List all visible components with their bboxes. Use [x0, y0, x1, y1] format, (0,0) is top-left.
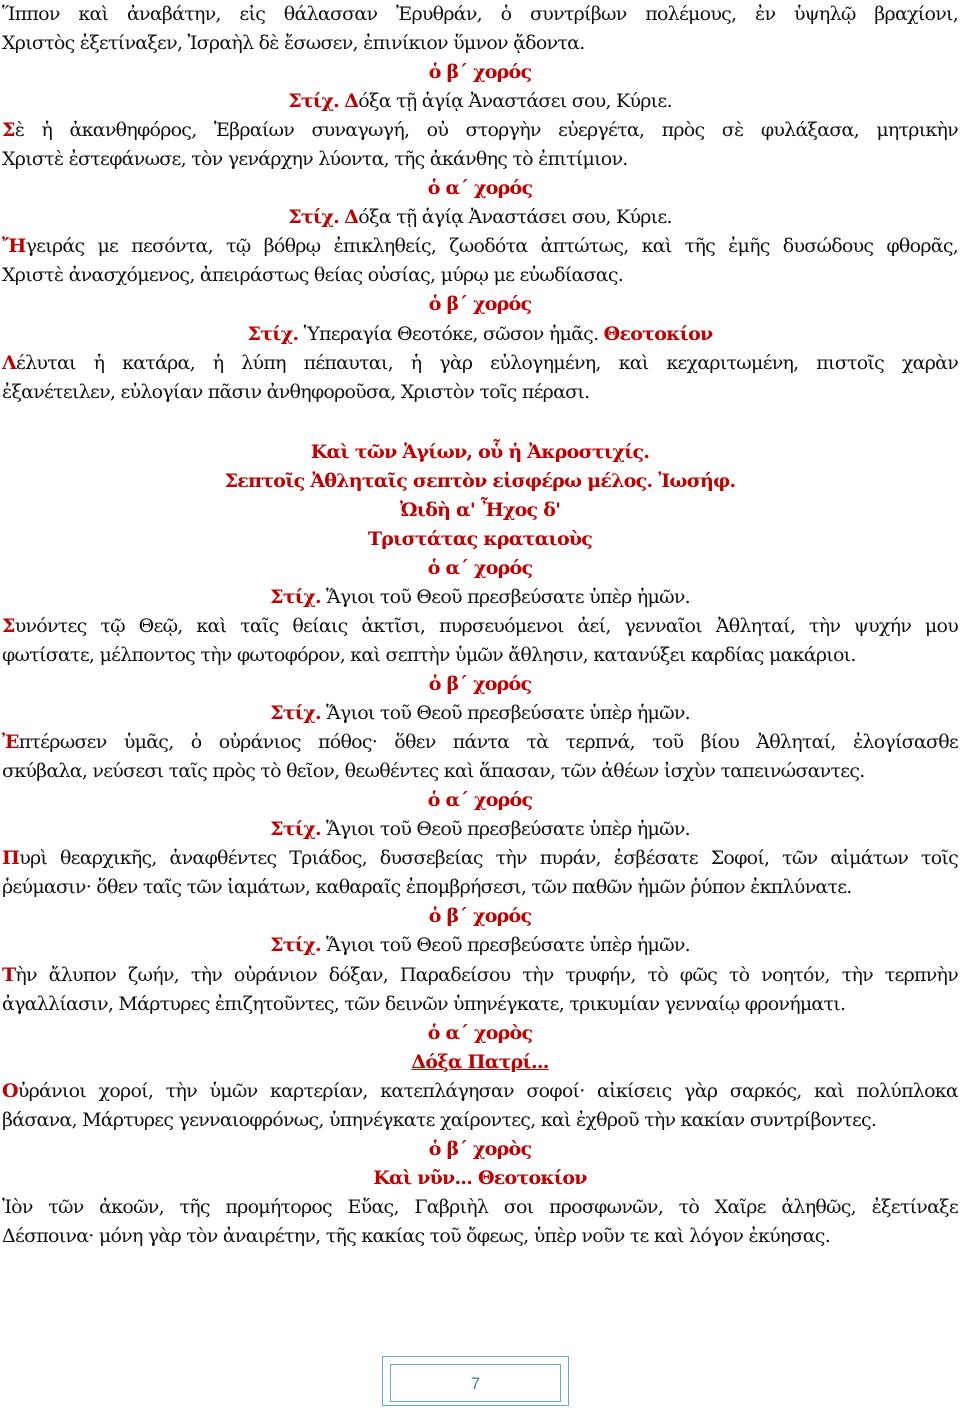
text-line: Ἵππον καὶ ἀναβάτην, εἰς θάλασσαν Ἐρυθράν, ὁ συντρίβων πολέμους, ἐν ὑψηλῷ βραχίονι, [2, 3, 958, 25]
stichos-label: Στίχ. [270, 702, 321, 725]
text-line: ἀγαλλίασιν, Μάρτυρες ἐπιζητοῦντες, τῶν δεινῶν ὑπηνέγκατε, τρικυμίαν γενναίῳ φρονήματι. [2, 992, 846, 1015]
stichos-text: Ἅγιοι τοῦ Θεοῦ πρεσβεύσατε ὑπὲρ ἡμῶν. [326, 585, 690, 608]
stichos-label: Στίχ. [288, 206, 339, 229]
heirmos-heading: Τριστάτας κραταιοὺς [367, 527, 593, 550]
canon-heading: Καὶ τῶν Ἁγίων, οὗ ἡ Ἀκροστιχίς. [310, 440, 650, 463]
choir-heading: ὁ α΄ χορός [427, 789, 533, 812]
text-line: Δέσποινα· μόνη γὰρ τὸν ἀναιρέτην, τῆς κακίας τοῦ ὄφεως, ὑπὲρ νοῦν τε καὶ λόγον ἐκύησας. [2, 1224, 830, 1247]
stichos-label: Στίχ. [270, 934, 321, 957]
ode-heading: Ὠιδὴ α' Ἦχος δ' [399, 498, 561, 521]
text-line: φωτίσατε, μέλποντος τὴν φωτοφόρον, καὶ σεπτὴν ὑμῶν ἄθλησιν, κατανύξει καρδίας μακάριοι. [2, 643, 856, 666]
stichos-initial: Δ [344, 206, 359, 229]
text-line: Τὴν ἄλυπον ζωήν, τὴν οὐράνιον δόξαν, Παραδείσου τὴν τρυφήν, τὸ φῶς τὸ νοητόν, τὴν τερπνὴν [2, 963, 958, 986]
stichos [2, 87, 958, 116]
stichos-text: Ἅγιοι τοῦ Θεοῦ πρεσβεύσατε ὑπὲρ ἡμῶν. [326, 934, 690, 957]
text-line: ῥεύμασιν· ὅθεν ταῖς τῶν ἰαμάτων, καθαραῖς ἐπομβρήσεσι, τῶν παθῶν ἡμῶν ῥύπον ἐκπλύνατε. [2, 876, 852, 899]
stichos-label: Στίχ. [288, 90, 339, 113]
text-line: Πυρὶ θεαρχικῆς, ἀναφθέντες Τριάδος, δυσσεβείας τὴν πυράν, ἐσβέσατε Σοφοί, τῶν αἱμάτων τοῖς [2, 847, 958, 870]
text-line: Ἤγειράς με πεσόντα, τῷ βόθρῳ ἐπικληθείς, ζωοδότα ἀπτώτως, καὶ τῆς ἐμῆς δυσώδους φθορᾶς, [2, 235, 958, 258]
text-line: ἐξανέτειλεν, εὐλογίαν πᾶσιν ἀνθηφοροῦσα, Χριστὸν τοῖς πέρασι. [2, 380, 590, 403]
choir-heading: ὁ β΄ χορός [428, 673, 532, 696]
text-line: Οὐράνιοι χοροί, τὴν ὑμῶν καρτερίαν, κατεπλάγησαν σοφοί· αἰκίσεις γὰρ σαρκός, καὶ πολύπλοκα [2, 1079, 958, 1102]
stichos [2, 320, 958, 349]
stichos-label: Στίχ. [270, 818, 321, 841]
stichos [2, 699, 958, 728]
stichos-label: Στίχ. [247, 322, 299, 345]
choir-heading: ὁ β΄ χορὸς [428, 1137, 532, 1160]
page-number-frame [382, 1356, 569, 1406]
text-line: Λέλυται ἡ κατάρα, ἡ λύπη πέπαυται, ἡ γὰρ εὐλογημένη, καὶ κεχαριτωμένη, πιστοῖς χαρὰν [2, 351, 958, 374]
text-line: σκύβαλα, νεύσεσι ταῖς πρὸς τὸ θεῖον, θεωθέντες καὶ ἅπασαν, τῶν ἀθέων ἰσχὺν ταπεινώσαντες. [2, 760, 865, 783]
drop-initial: Ἤ [2, 235, 26, 258]
text-line: Χριστὸς ἐξετίναξεν, Ἰσραὴλ δὲ ἔσωσεν, ἐπινίκιον ὕμνον ᾄδοντα. [2, 32, 585, 55]
text-line: βάσανα, Μάρτυρες γενναιοφρόνως, ὑπηνέγκατε χαίροντες, καὶ ἐχθροῦ τὴν κακίαν συντρίβοντες. [2, 1108, 877, 1131]
text-line: Χριστὲ ἀνασχόμενος, ἀπειράστως θείας οὐσίας, μύρῳ με εὐωδίασας. [2, 264, 624, 287]
kai-nyn-heading: Καὶ νῦν... Θεοτοκίον [373, 1166, 587, 1189]
acrostic-heading: Σεπτοῖς Ἀθληταῖς σεπτὸν εἰσφέρω μέλος. Ἰωσήφ. [224, 469, 736, 492]
text-line: Ἰὸν τῶν ἀκοῶν, τῆς προμήτορος Εὔας, Γαβριὴλ σοι προσφωνῶν, τὸ Χαῖρε ἀληθῶς, ἐξετίναξε [2, 1195, 958, 1218]
choir-heading: ὁ β΄ χορός [428, 293, 532, 316]
theotokion-label: Θεοτοκίον [603, 322, 713, 345]
stichos-text: Ὑπεραγία Θεοτόκε, σῶσον ἡμᾶς. [303, 322, 599, 345]
stichos-text: Ἅγιοι τοῦ Θεοῦ πρεσβεύσατε ὑπὲρ ἡμῶν. [326, 702, 690, 725]
drop-initial: Λ [2, 351, 16, 374]
stichos-text: Ἅγιοι τοῦ Θεοῦ πρεσβεύσατε ὑπὲρ ἡμῶν. [326, 818, 690, 841]
text-line: Χριστὲ ἐστεφάνωσε, τὸν γενάρχην λύοντα, τῆς ἀκάνθης τὸ ἐπιτίμιον. [2, 148, 628, 171]
text-line: Συνόντες τῷ Θεῷ, καὶ ταῖς θείαις ἀκτῖσι, πυρσευόμενοι ἀεί, γενναῖοι Ἀθληταί, τὴν ψυχήν μου [2, 614, 958, 637]
stichos [2, 203, 958, 232]
drop-initial: Ἐ [2, 731, 19, 754]
doxa-heading: Δόξα Πατρί... [411, 1050, 549, 1073]
drop-initial: Σ [2, 119, 15, 142]
choir-heading: ὁ α΄ χορός [427, 177, 533, 200]
text-line: Ἐπτέρωσεν ὑμᾶς, ὁ οὐράνιος πόθος· ὅθεν πάντα τὰ τερπνά, τοῦ βίου Ἀθληταί, ἐλογίσασθε [2, 731, 958, 754]
choir-heading: ὁ α΄ χορὸς [427, 1021, 533, 1044]
drop-initial: Τ [2, 963, 16, 986]
stichos-initial: Δ [344, 90, 359, 113]
stichos-label: Στίχ. [270, 585, 321, 608]
stichos [2, 931, 958, 960]
spacer [2, 407, 958, 438]
choir-heading: ὁ β΄ χορός [428, 61, 532, 84]
drop-initial: Π [2, 847, 20, 870]
stichos [2, 815, 958, 844]
drop-initial: Σ [2, 614, 15, 637]
stichos [2, 583, 958, 612]
page-number: 7 [470, 1374, 481, 1393]
stichos-text: όξα τῇ ἁγίᾳ Ἀναστάσει σου, Κύριε. [358, 206, 672, 229]
stichos-text: όξα τῇ ἁγίᾳ Ἀναστάσει σου, Κύριε. [358, 90, 672, 113]
text-line: Σὲ ἡ ἀκανθηφόρος, Ἑβραίων συναγωγή, οὐ στοργὴν εὐεργέτα, πρὸς σὲ φυλάξασα, μητρικὴν [2, 119, 958, 142]
choir-heading: ὁ β΄ χορός [428, 905, 532, 928]
drop-initial: Ο [2, 1079, 18, 1102]
choir-heading: ὁ α΄ χορός [427, 556, 533, 579]
